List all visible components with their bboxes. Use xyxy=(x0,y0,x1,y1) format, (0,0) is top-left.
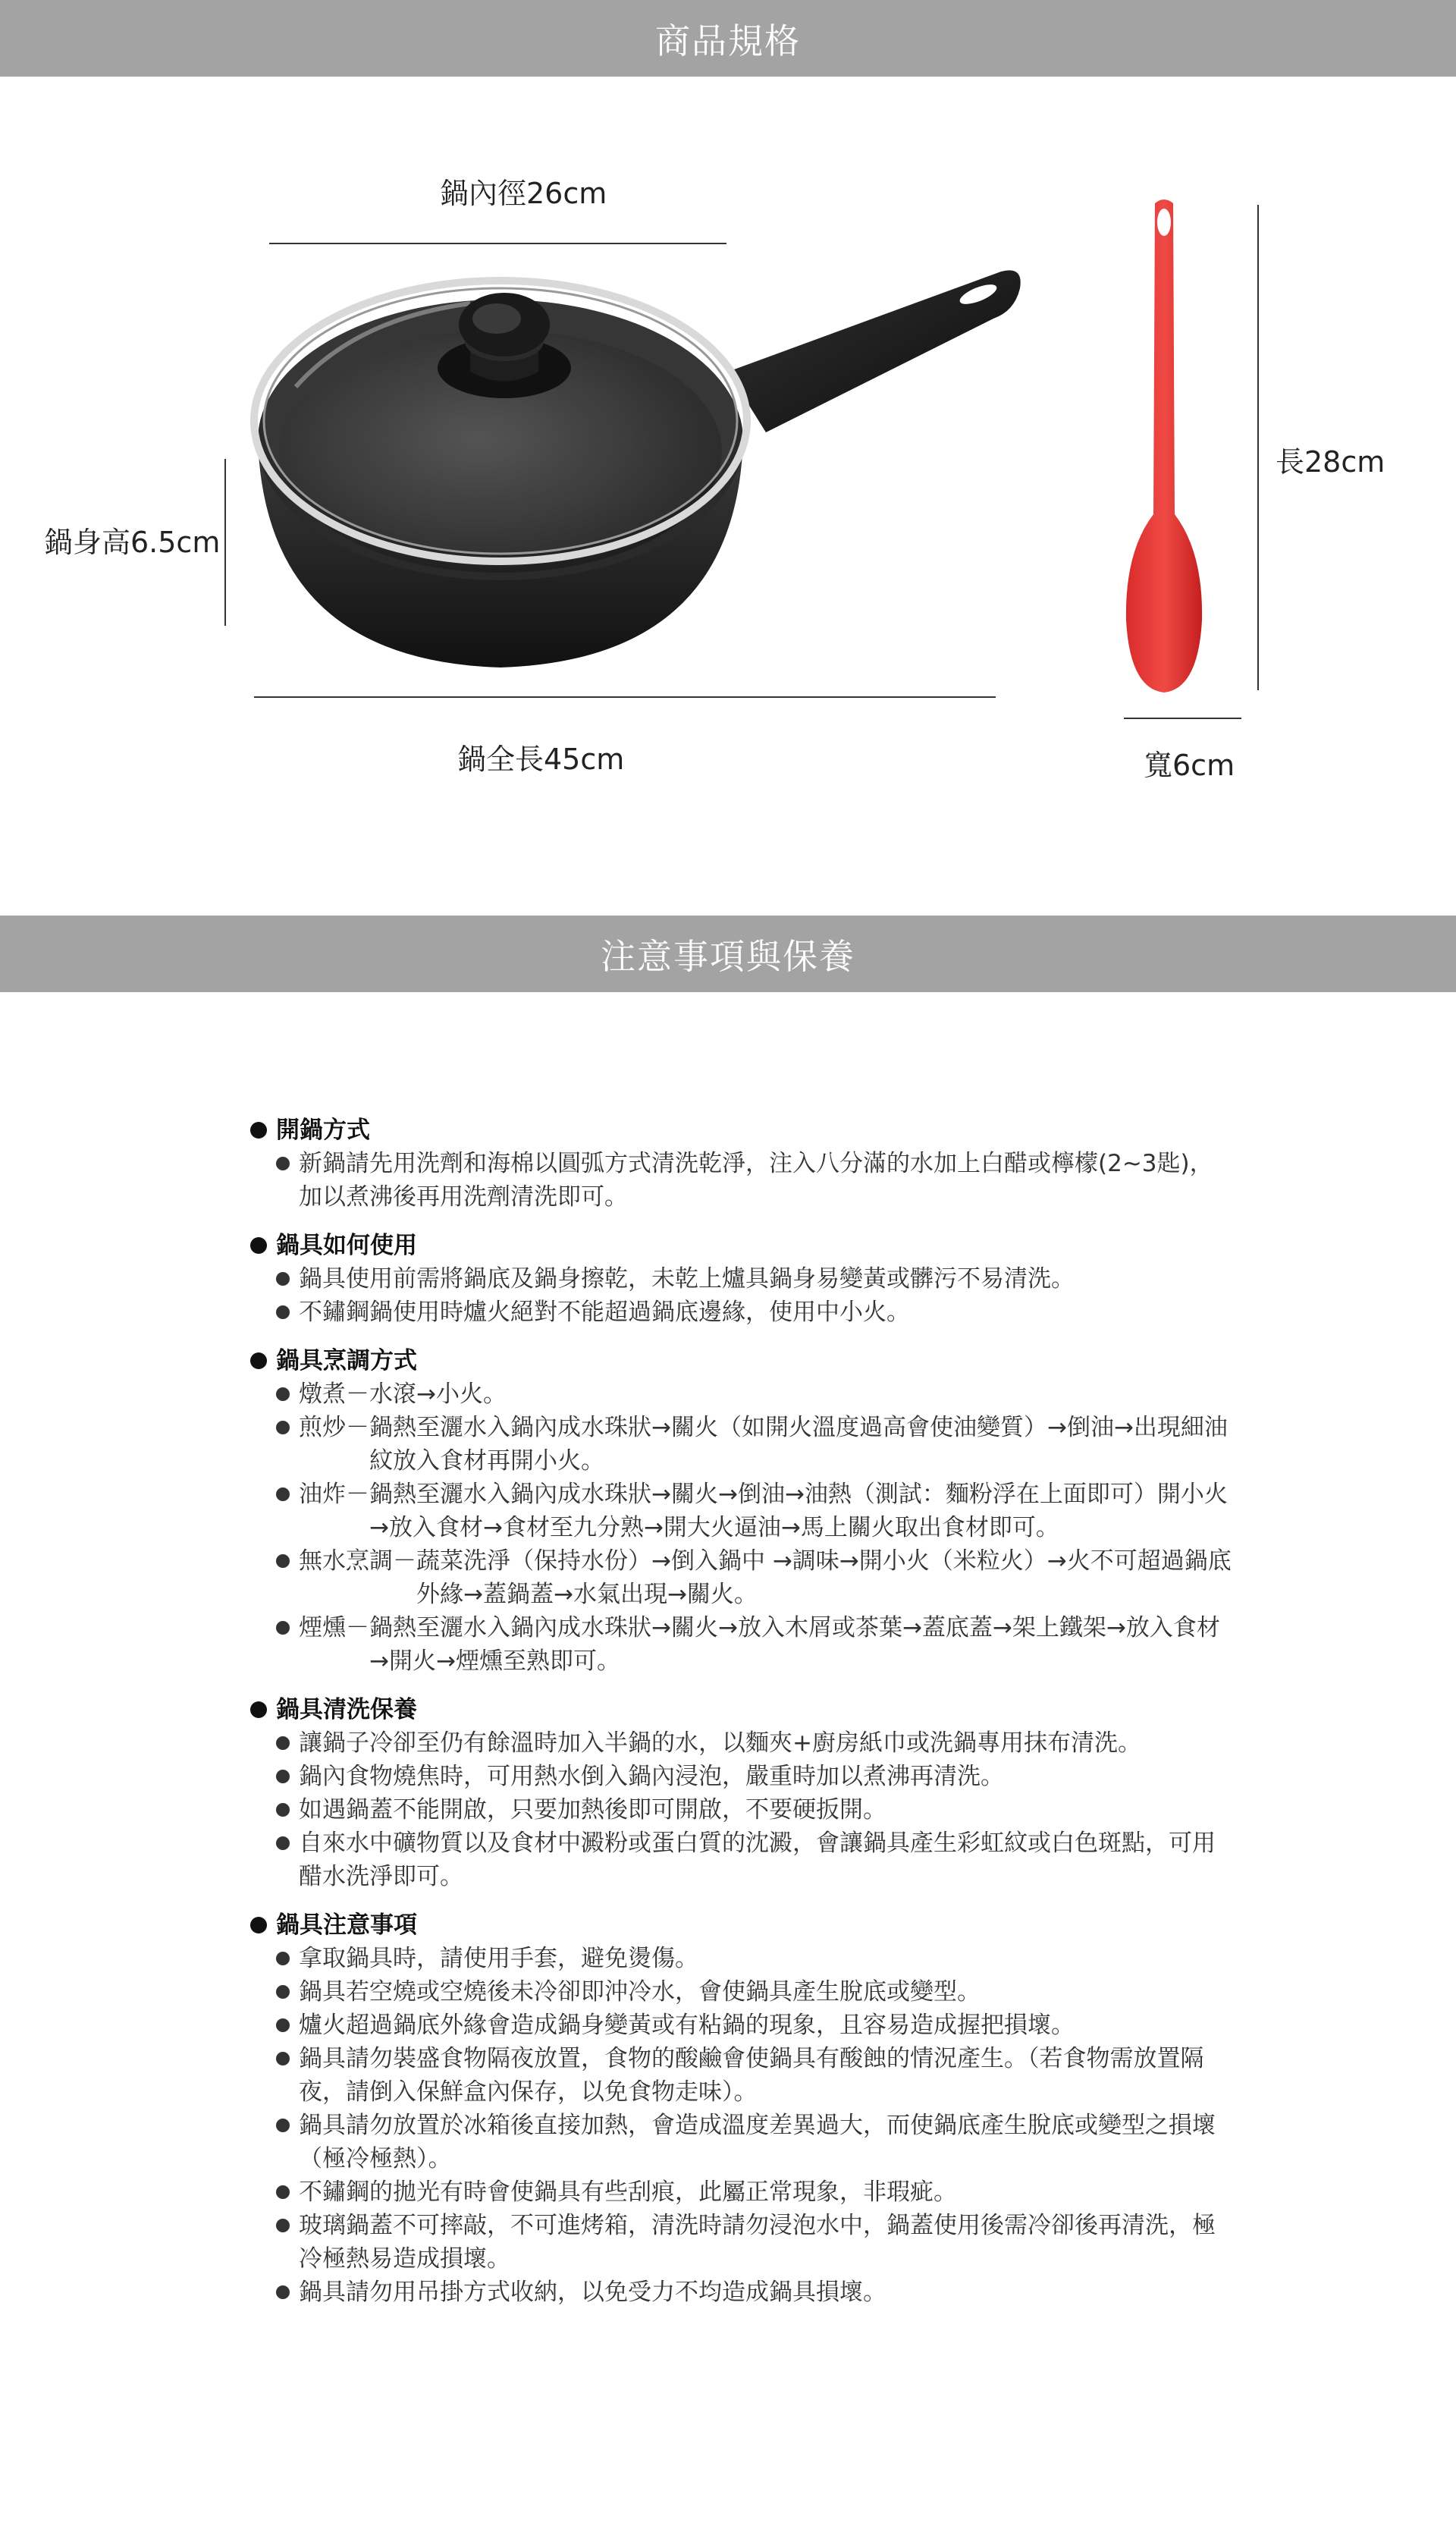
cooking-step xyxy=(249,1478,1235,1544)
list-item: 如遇鍋蓋不能開啟，只要加熱後即可開啟，不要硬扳開。 xyxy=(249,1793,1235,1827)
list-item: 鍋內食物燒焦時，可用熱水倒入鍋內浸泡，嚴重時加以煮沸再清洗。 xyxy=(249,1760,1235,1793)
cooking-step xyxy=(249,1377,1235,1411)
pan-inner-diameter-label: 鍋內徑26cm xyxy=(440,177,607,210)
list-item: 新鍋請先用洗劑和海棉以圓弧方式清洗乾淨，注入八分滿的水加上白醋或檸檬(2~3匙)，加以煮沸後再用洗劑清洗即可。 xyxy=(249,1147,1235,1214)
care-notes xyxy=(249,1109,1235,2309)
list-item: 讓鍋子冷卻至仍有餘溫時加入半鍋的水，以麵夾+廚房紙巾或洗鍋專用抹布清洗。 xyxy=(249,1726,1235,1760)
pan-height-label: 鍋身高6.5cm xyxy=(44,526,221,559)
list-item: 鍋具請勿裝盛食物隔夜放置，食物的酸鹼會使鍋具有酸蝕的情況產生。（若食物需放置隔夜，請倒入保鮮盒內保存，以免食物走味）。 xyxy=(249,2042,1235,2109)
list-item: 鍋具請勿用吊掛方式收納，以免受力不均造成鍋具損壞。 xyxy=(249,2276,1235,2309)
step-label: 無水烹調－ xyxy=(299,1547,416,1575)
list-item: 爐火超過鍋底外緣會造成鍋身變黃或有粘鍋的現象，且容易造成握把損壞。 xyxy=(249,2009,1235,2042)
list-item: 不鏽鋼的拋光有時會使鍋具有些刮痕，此屬正常現象，非瑕疵。 xyxy=(249,2175,1235,2209)
list-item: 自來水中礦物質以及食材中澱粉或蛋白質的沈澱，會讓鍋具產生彩虹紋或白色斑點，可用醋水洗淨即可。 xyxy=(249,1827,1235,1893)
spatula-width-line xyxy=(1124,718,1241,719)
pan-total-length-label: 鍋全長45cm xyxy=(457,743,625,776)
cooking-step xyxy=(249,1544,1235,1611)
cooking-step xyxy=(249,1411,1235,1478)
step-text: 蔬菜洗淨（保持水份）→倒入鍋中 →調味→開小火（米粒火）→火不可超過鍋底外緣→蓋鍋蓋→水氣出現→關火。 xyxy=(416,1547,1232,1608)
spatula-image xyxy=(1119,196,1210,696)
step-text: 鍋熱至灑水入鍋內成水珠狀→關火→倒油→油熱（測試：麵粉浮在上面即可）開小火→放入食材→食材至九分熟→開大火逼油→馬上關火取出食材即可。 xyxy=(369,1481,1228,1541)
step-text: 水滾→小火。 xyxy=(369,1381,507,1408)
list-item: 玻璃鍋蓋不可摔敲，不可進烤箱，清洗時請勿浸泡水中，鍋蓋使用後需冷卻後再清洗，極冷極熱易造成損壞。 xyxy=(249,2209,1235,2276)
height-line xyxy=(224,459,226,626)
step-text: 鍋熱至灑水入鍋內成水珠狀→關火→放入木屑或茶葉→蓋底蓋→架上鐵架→放入食材→開火→煙燻至熟即可。 xyxy=(369,1614,1220,1675)
list-item: 不鏽鋼鍋使用時爐火絕對不能超過鍋底邊緣，使用中小火。 xyxy=(249,1296,1235,1329)
step-label: 油炸－ xyxy=(299,1481,369,1508)
section-title: 鍋具如何使用 xyxy=(249,1229,1235,1262)
spatula-length-label: 長28cm xyxy=(1276,445,1385,479)
spatula-length-line xyxy=(1257,205,1259,690)
spec-banner: 商品規格 xyxy=(0,0,1456,77)
section-title: 開鍋方式 xyxy=(249,1114,1235,1147)
list-item: 拿取鍋具時，請使用手套，避免燙傷。 xyxy=(249,1942,1235,1975)
step-label: 煎炒－ xyxy=(299,1414,369,1441)
spatula-width-label: 寬6cm xyxy=(1144,749,1235,782)
list-item: 鍋具若空燒或空燒後未冷卻即沖冷水，會使鍋具產生脫底或變型。 xyxy=(249,1975,1235,2009)
frying-pan-image xyxy=(243,190,1031,698)
section-title: 鍋具烹調方式 xyxy=(249,1344,1235,1377)
section-title: 鍋具注意事項 xyxy=(249,1908,1235,1942)
cooking-step xyxy=(249,1611,1235,1678)
list-item: 鍋具使用前需將鍋底及鍋身擦乾，未乾上爐具鍋身易變黃或髒污不易清洗。 xyxy=(249,1262,1235,1296)
total-length-line xyxy=(254,696,996,698)
step-label: 燉煮－ xyxy=(299,1381,369,1408)
step-text: 鍋熱至灑水入鍋內成水珠狀→關火（如開火溫度過高會使油變質）→倒油→出現細油紋放入食材再開小火。 xyxy=(369,1414,1228,1475)
step-label: 煙燻－ xyxy=(299,1614,369,1641)
care-banner: 注意事項與保養 xyxy=(0,916,1456,992)
list-item: 鍋具請勿放置於冰箱後直接加熱，會造成溫度差異過大，而使鍋底產生脫底或變型之損壞（極冷極熱）。 xyxy=(249,2109,1235,2175)
section-title: 鍋具清洗保養 xyxy=(249,1693,1235,1726)
